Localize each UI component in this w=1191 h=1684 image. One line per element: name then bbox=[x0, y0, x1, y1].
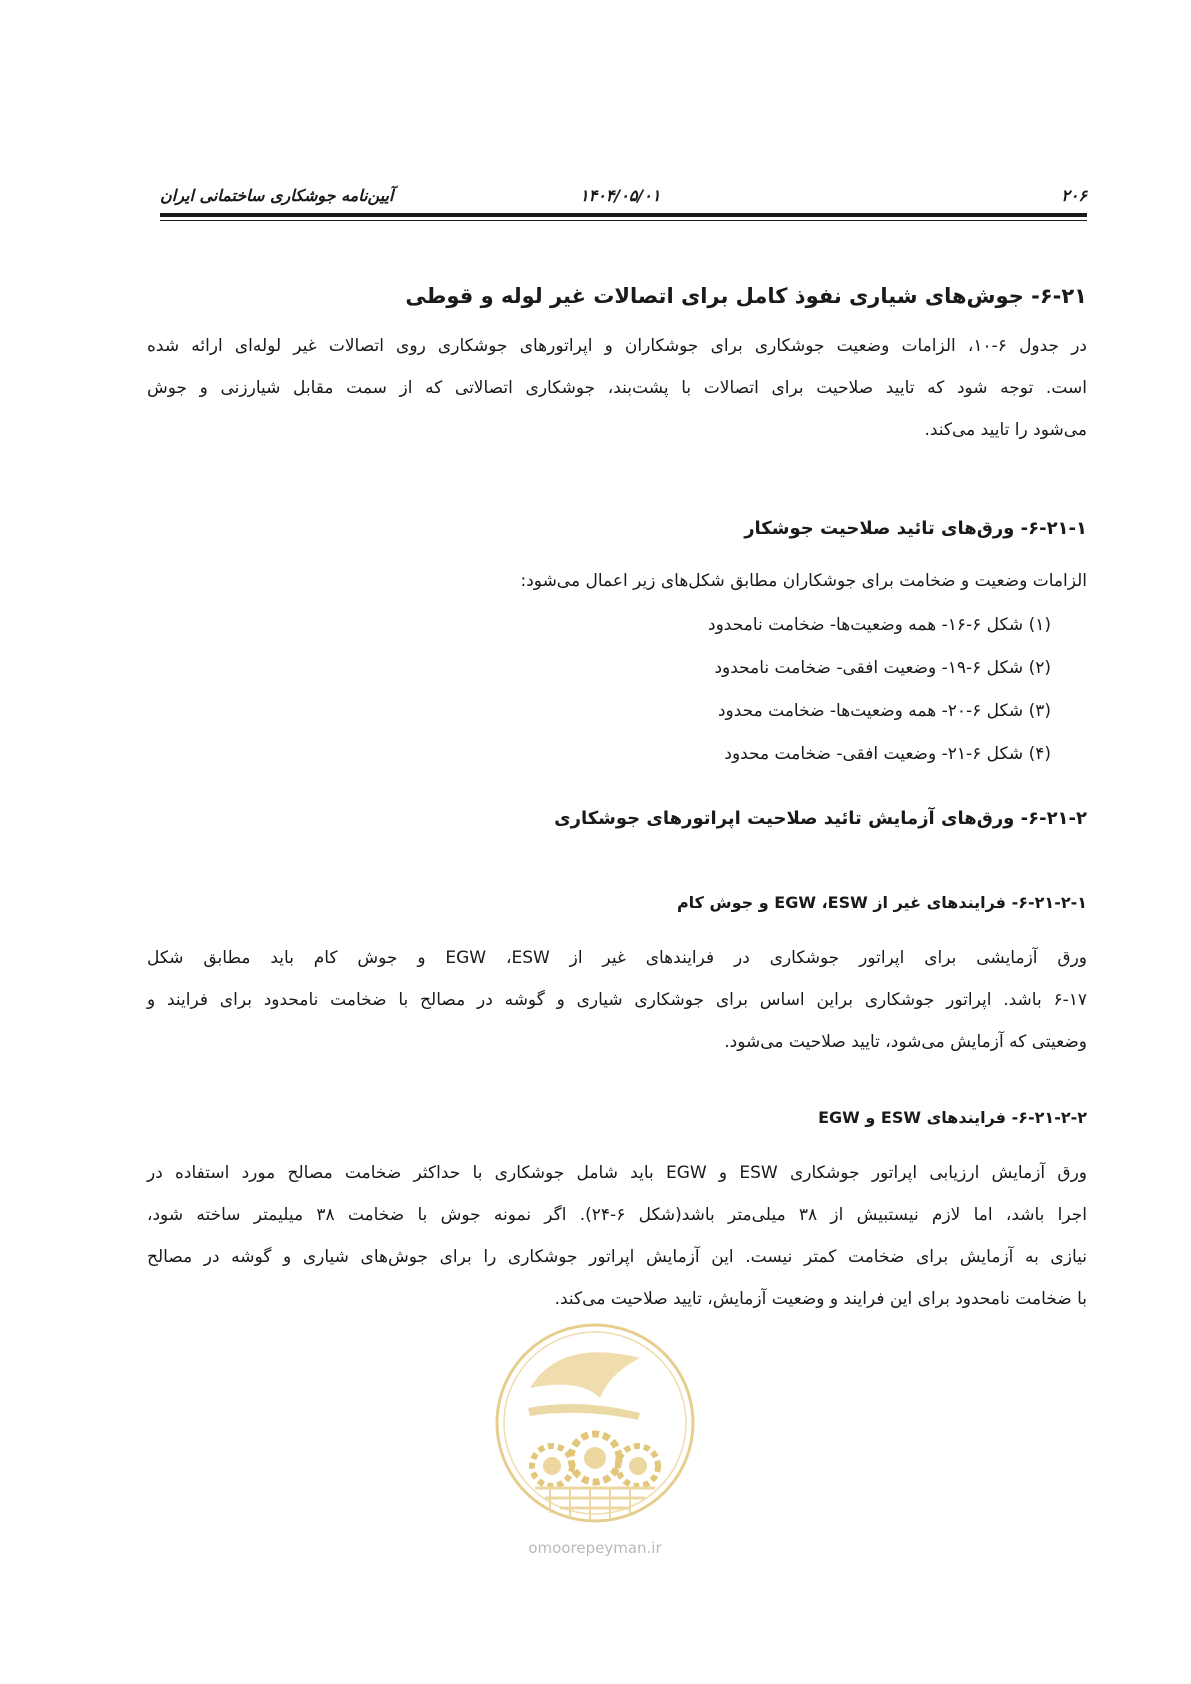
non-esw-paragraph bbox=[147, 937, 1087, 1063]
subsection-heading-welder-plates: ۶-۲۱-۱- ورق‌های تائید صلاحیت جوشکار bbox=[744, 518, 1087, 539]
subsection-heading-operator-plates: ۶-۲۱-۲- ورق‌های آزمایش تائید صلاحیت اپراتورهای جوشکاری bbox=[554, 808, 1087, 829]
section-intro-paragraph bbox=[147, 325, 1087, 451]
header-rule-thick bbox=[160, 213, 1087, 217]
list-item: (۳) شکل ۶-۲۰- همه وضعیت‌ها- ضخامت محدود bbox=[717, 701, 1051, 721]
figure-list bbox=[708, 604, 1051, 776]
paragraph-line: نیازی به آزمایش برای ضخامت کمتر نیست. این آزمایش اپراتور جوشکاری را برای جوش‌های شیاری و گوشه در مصالح bbox=[147, 1247, 1087, 1267]
paragraph-line: می‌شود را تایید می‌کند. bbox=[924, 420, 1087, 440]
paragraph-line: الزامات وضعیت و ضخامت برای جوشکاران مطابق شکل‌های زیر اعمال می‌شود: bbox=[520, 571, 1087, 591]
section-heading: ۶-۲۱- جوش‌های شیاری نفوذ کامل برای اتصالات غیر لوله و قوطی bbox=[405, 284, 1087, 308]
paragraph-line: ورق آزمایشی برای اپراتور جوشکاری در فرایندهای غیر از EGW ،ESW و جوش کام باید مطابق شکل bbox=[147, 948, 1087, 968]
page-header bbox=[160, 186, 1087, 212]
paragraph-line: ۶-۱۷ باشد. اپراتور جوشکاری براین اساس برای جوشکاری شیاری و گوشه در مصالح با ضخامت نامحدود برای فرایند و bbox=[147, 990, 1087, 1010]
list-item: (۴) شکل ۶-۲۱- وضعیت افقی- ضخامت محدود bbox=[724, 744, 1051, 764]
esw-egw-paragraph bbox=[147, 1152, 1087, 1320]
subsection-intro-text bbox=[147, 560, 1087, 602]
paragraph-line: است. توجه شود که تایید صلاحیت برای اتصالات با پشت‌بند، جوشکاری اتصالاتی که از سمت مقابل شیارزنی و جوش bbox=[147, 378, 1087, 398]
subsubsection-heading-non-esw: ۶-۲۱-۲-۱- فرایندهای غیر از EGW ،ESW و جوش کام bbox=[676, 893, 1087, 912]
list-item: (۱) شکل ۶-۱۶- همه وضعیت‌ها- ضخامت نامحدود bbox=[708, 615, 1051, 635]
subsubsection-heading-esw-egw: ۶-۲۱-۲-۲- فرایندهای ESW و EGW bbox=[818, 1108, 1087, 1127]
paragraph-line: وضعیتی که آزمایش می‌شود، تایید صلاحیت می‌شود. bbox=[724, 1032, 1087, 1052]
paragraph-line: در جدول ۶-۱۰، الزامات وضعیت جوشکاری برای جوشکاران و اپراتورهای جوشکاری روی اتصالات غیر لوله‌ای ارائه شده bbox=[147, 336, 1087, 356]
watermark-seal-logo bbox=[490, 1318, 700, 1568]
page-number: ۲۰۶ bbox=[1061, 186, 1087, 205]
header-date: ۱۴۰۴/۰۵/۰۱ bbox=[580, 186, 661, 205]
paragraph-line: با ضخامت نامحدود برای این فرایند و وضعیت آزمایش، تایید صلاحیت می‌کند. bbox=[554, 1289, 1087, 1309]
list-item: (۲) شکل ۶-۱۹- وضعیت افقی- ضخامت نامحدود bbox=[714, 658, 1051, 678]
header-rule-thin bbox=[160, 220, 1087, 221]
paragraph-line: ورق آزمایش ارزیابی اپراتور جوشکاری ESW و EGW باید شامل جوشکاری با حداکثر ضخامت مصالح مورد استفاده در bbox=[147, 1163, 1087, 1183]
watermark-url: omoorepeyman.ir bbox=[528, 1539, 662, 1557]
paragraph-line: اجرا باشد، اما لازم نیستبیش از ۳۸ میلی‌متر باشد(شکل ۶-۲۴). اگر نمونه جوش با ضخامت ۳۸ میلیمتر ساخته شود، bbox=[147, 1205, 1087, 1225]
header-book-title: آیین‌نامه جوشکاری ساختمانی ایران bbox=[160, 186, 394, 205]
